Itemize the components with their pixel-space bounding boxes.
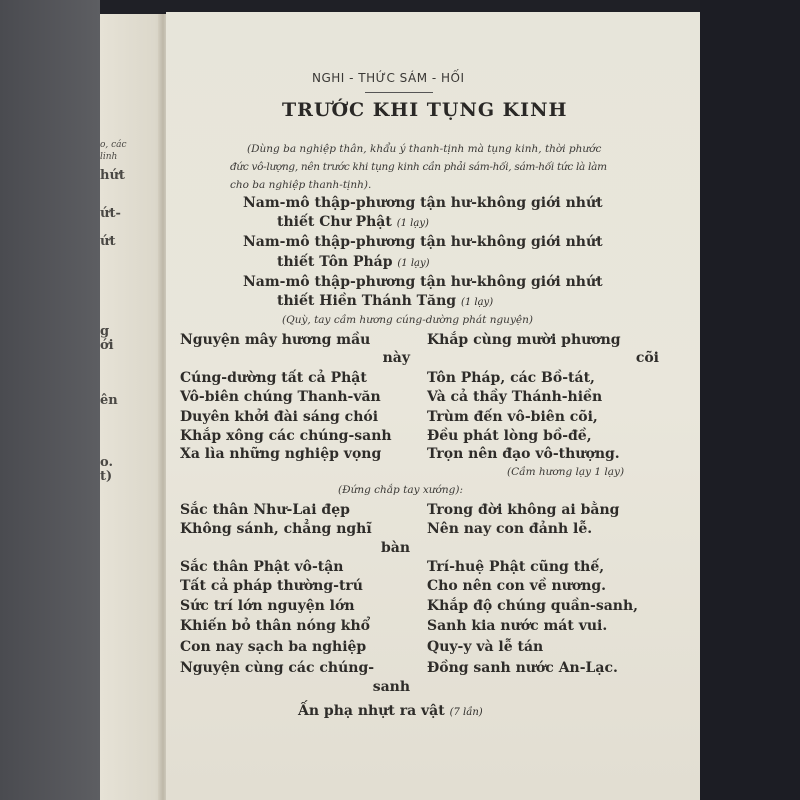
- verse-left: Không sánh, chẳng nghĩ: [180, 521, 372, 537]
- verse-right: Khắp độ chúng quần-sanh,: [427, 598, 639, 614]
- instruction-bow: (Cầm hương lạy 1 lạy): [507, 466, 625, 478]
- verse-left: bàn: [380, 540, 410, 556]
- page-header: NGHI - THỨC SÁM - HỐI: [312, 71, 465, 85]
- verse-right: Và cả thầy Thánh-hiền: [427, 389, 603, 405]
- header-rule: [365, 92, 433, 93]
- verse-left: Cúng-dường tất cả Phật: [180, 370, 367, 386]
- invocation-line: [277, 214, 429, 230]
- left-page-fragment: ứt-: [100, 206, 121, 221]
- verse-right: Trọn nên đạo vô-thượng.: [427, 446, 620, 462]
- verse-left: Duyên khởi đài sáng chói: [180, 409, 379, 425]
- left-page-fragment: ới: [100, 338, 114, 353]
- verse-right: cõi: [635, 350, 659, 366]
- invocation-line: Nam-mô thập-phương tận hư-không giới nhứt: [243, 274, 603, 290]
- verse-right: Trùm đến vô-biên cõi,: [427, 409, 598, 425]
- verse-left: Nguyện cùng các chúng-: [180, 660, 375, 676]
- instruction-stand: (Đứng chắp tay xướng):: [338, 484, 463, 496]
- invocation-text: thiết Tôn Pháp: [277, 254, 393, 270]
- bow-note: (1 lạy): [396, 218, 429, 229]
- intro-line: (Dùng ba nghiệp thân, khẩu ý thanh-tịnh mà tụng kinh, thời phước: [247, 143, 602, 155]
- verse-left: Sắc thân Phật vô-tận: [180, 559, 344, 575]
- verse-left: Khiến bỏ thân nóng khổ: [180, 618, 370, 634]
- mantra-note: (7 lần): [449, 707, 483, 718]
- verse-left: Xa lìa những nghiệp vọng: [180, 446, 382, 462]
- background-left: [0, 0, 100, 800]
- verse-left: Khắp xông các chúng-sanh: [180, 428, 392, 444]
- left-page-fragment: hứt: [100, 168, 125, 183]
- verse-left: này: [382, 350, 410, 366]
- verse-right: Nên nay con đảnh lễ.: [427, 521, 593, 537]
- verse-left: sanh: [372, 679, 410, 695]
- page-title: TRƯỚC KHI TỤNG KINH: [282, 99, 568, 121]
- background-right: [700, 0, 800, 800]
- left-page-fragment: o.: [100, 455, 113, 470]
- verse-right: Cho nên con về nương.: [427, 578, 607, 594]
- bow-note: (1 lạy): [397, 258, 430, 269]
- invocation-line: [277, 293, 493, 309]
- mantra-line: [298, 703, 483, 719]
- left-page-fragment: t): [100, 469, 113, 484]
- verse-right: Đều phát lòng bồ-đề,: [427, 428, 592, 444]
- verse-right: Sanh kia nước mát vui.: [427, 618, 608, 634]
- left-page-fragment: g: [100, 324, 110, 339]
- verse-right: Trí-huệ Phật cũng thế,: [427, 559, 605, 575]
- verse-right: Khắp cùng mười phương: [427, 332, 621, 348]
- verse-left: Con nay sạch ba nghiệp: [180, 639, 367, 655]
- verse-left: Vô-biên chúng Thanh-văn: [180, 389, 381, 405]
- verse-right: Trong đời không ai bằng: [427, 502, 620, 518]
- instruction-kneel: (Quỳ, tay cầm hương cúng-dường phát nguyện): [282, 314, 533, 326]
- mantra-text: Ấn phạ nhựt ra vật: [298, 703, 445, 719]
- invocation-line: Nam-mô thập-phương tận hư-không giới nhứt: [243, 195, 603, 211]
- bow-note: (1 lạy): [460, 297, 494, 308]
- left-page-fragment: linh: [100, 152, 118, 162]
- verse-right: Quy-y và lễ tán: [427, 639, 544, 655]
- left-page-fragment: o, các: [100, 140, 127, 150]
- invocation-text: thiết Hiền Thánh Tăng: [277, 293, 457, 309]
- verse-right: Đồng sanh nước An-Lạc.: [427, 660, 618, 676]
- intro-line: đức vô-lượng, nên trước khi tụng kinh cần phải sám-hối, sám-hối tức là làm: [230, 161, 607, 173]
- invocation-line: Nam-mô thập-phương tận hư-không giới nhứt: [243, 234, 603, 250]
- left-page-fragment: ứt: [100, 234, 116, 249]
- invocation-line: [277, 254, 430, 270]
- left-page-fragment: ên: [100, 393, 118, 408]
- invocation-text: thiết Chư Phật: [277, 214, 392, 230]
- verse-left: Sắc thân Như-Lai đẹp: [180, 502, 350, 518]
- verse-left: Nguyện mây hương mầu: [180, 332, 371, 348]
- verse-left: Sức trí lớn nguyện lớn: [180, 598, 355, 614]
- intro-line: cho ba nghiệp thanh-tịnh).: [230, 179, 372, 191]
- verse-right: Tôn Pháp, các Bồ-tát,: [427, 370, 595, 386]
- verse-left: Tất cả pháp thường-trú: [180, 578, 363, 594]
